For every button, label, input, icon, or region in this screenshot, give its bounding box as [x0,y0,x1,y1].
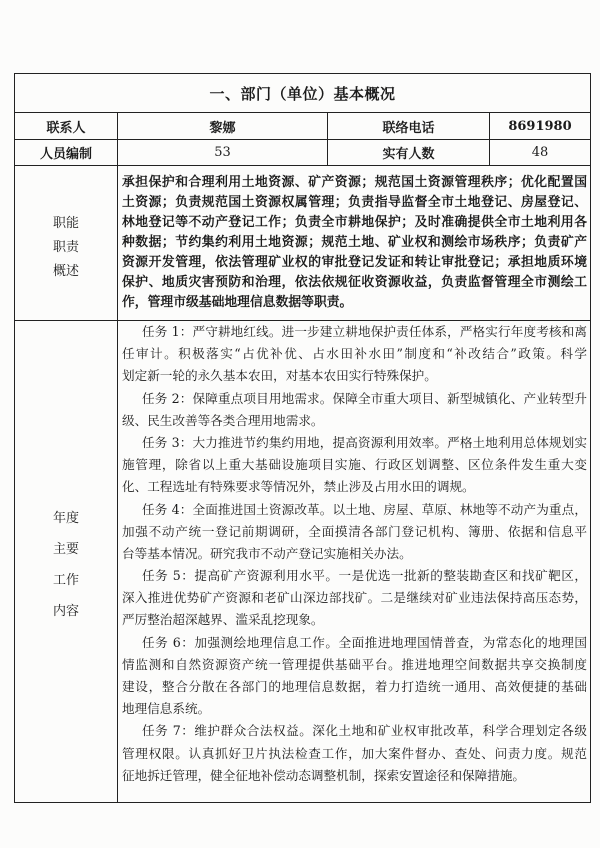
task-line: 划定新一轮的永久基本农田，对基本农田实行特殊保护。 [122,368,437,384]
task-line: 台等基本情况。研究我市不动产登记实施相关办法。 [122,545,412,561]
annual-work-label [15,321,118,802]
task-paragraph-6 [122,632,587,721]
contact-label: 联系人 [15,113,118,140]
task-line: 任务 5：提高矿产资源利用水平。一是优选一批新的整装勘查区和找矿靶区， [142,568,587,584]
staff-quota-value: 53 [118,140,328,166]
task-line: 任审计。积极落实“占优补优、占水田补水田”制度和“补改结合”政策。科学 [122,346,587,362]
annual-work-label-line: 工作 [52,573,79,588]
task-line: 任务 3：大力推进节约集约用地，提高资源利用效率。严格土地利用总体规划实 [142,434,587,450]
task-line: 任务 1：严守耕地红线。进一步建立耕地保护责任体系，严格实行年度考核和离 [142,324,587,339]
functions-text [118,166,590,321]
annual-work-text [118,321,590,802]
task-paragraph-1 [122,321,587,388]
functions-text-line: 林地登记等不动产登记工作；负责全市耕地保护；及时准确提供全市土地利用各 [122,215,587,230]
department-overview-table [14,73,591,803]
functions-label-line: 概述 [52,264,79,279]
task-line: 任务 4：全面推进国土资源改革。以土地、房屋、草原、林地等不动产为重点， [142,501,587,517]
contact-value: 黎娜 [118,113,328,140]
task-line: 地理信息系统。 [122,701,211,717]
task-line: 加强不动产统一登记前期调研，全面摸清各部门登记机构、簿册、依据和信息平 [122,523,587,539]
functions-text-line: 作，管理市级基础地理信息数据等职责。 [122,295,353,310]
task-paragraph-3 [122,432,587,499]
task-line: 情监测和自然资源资产统一管理提供基础平台。推进地理空间数据共享交换制度 [122,656,587,672]
actual-staff-value: 48 [490,140,590,166]
functions-text-line: 土资源；负责规范国土资源权属管理；负责指导监督全市土地登记、房屋登记、 [122,195,587,210]
task-line: 深入推进优势矿产资源和老矿山深边部找矿。二是继续对矿业违法保持高压态势， [122,590,587,606]
task-line: 征地拆迁管理，健全征地补偿动态调整机制，探索安置途径和保障措施。 [122,767,525,783]
functions-label [15,166,118,321]
functions-text-line: 资源开发管理，依法管理矿业权的审批登记发证和转让审批登记；承担地质环境 [122,255,587,270]
task-line: 任务 6：加强测绘地理信息工作。全面推进地理国情普查，为常态化的地理国 [142,634,587,650]
task-line: 管理权限。认真抓好卫片执法检查工作，加大案件督办、查处、问责力度。规范 [122,745,587,761]
task-paragraph-5 [122,565,587,632]
table-title: 一、部门（单位）基本概况 [15,74,590,113]
task-paragraph-4 [122,499,587,566]
annual-work-label-line: 主要 [52,542,79,557]
task-paragraph-2 [122,388,587,432]
functions-text-line: 承担保护和合理利用土地资源、矿产资源；规范国土资源管理秩序；优化配置国 [122,175,587,190]
actual-staff-label: 实有人数 [328,140,490,166]
task-paragraph-7 [122,720,587,787]
task-line: 化、工程选址有特殊要求等情况外，禁止涉及占用水田的调规。 [122,479,475,495]
annual-work-label-line: 年度 [52,511,79,526]
task-line: 严厉整治超深越界、滥采乱挖现象。 [122,612,324,628]
staff-quota-label: 人员编制 [15,140,118,166]
task-line: 任务 7：维护群众合法权益。深化土地和矿业权审批改革，科学合理划定各级 [142,723,587,739]
task-line: 施管理，除省以上重大基础设施项目实施、行政区划调整、区位条件发生重大变 [122,457,587,473]
functions-text-line: 保护、地质灾害预防和治理，依法依规征收资源收益，负责监督管理全市测绘工 [122,275,587,290]
functions-label-line: 职能 [52,216,79,231]
task-line: 级、民生改善等各类合理用地需求。 [122,412,324,428]
phone-label: 联络电话 [328,113,490,140]
functions-label-line: 职责 [52,240,79,255]
functions-text-line: 种数据；节约集约利用土地资源；规范土地、矿业权和测绘市场秩序；负责矿产 [122,235,587,250]
annual-work-label-line: 内容 [52,604,79,619]
phone-value: 8691980 [490,113,590,140]
task-line: 建设，整合分散在各部门的地理信息数据，着力打造统一通用、高效便捷的基础 [122,679,587,694]
task-line: 任务 2：保障重点项目用地需求。保障全市重大项目、新型城镇化、产业转型升 [142,390,587,406]
